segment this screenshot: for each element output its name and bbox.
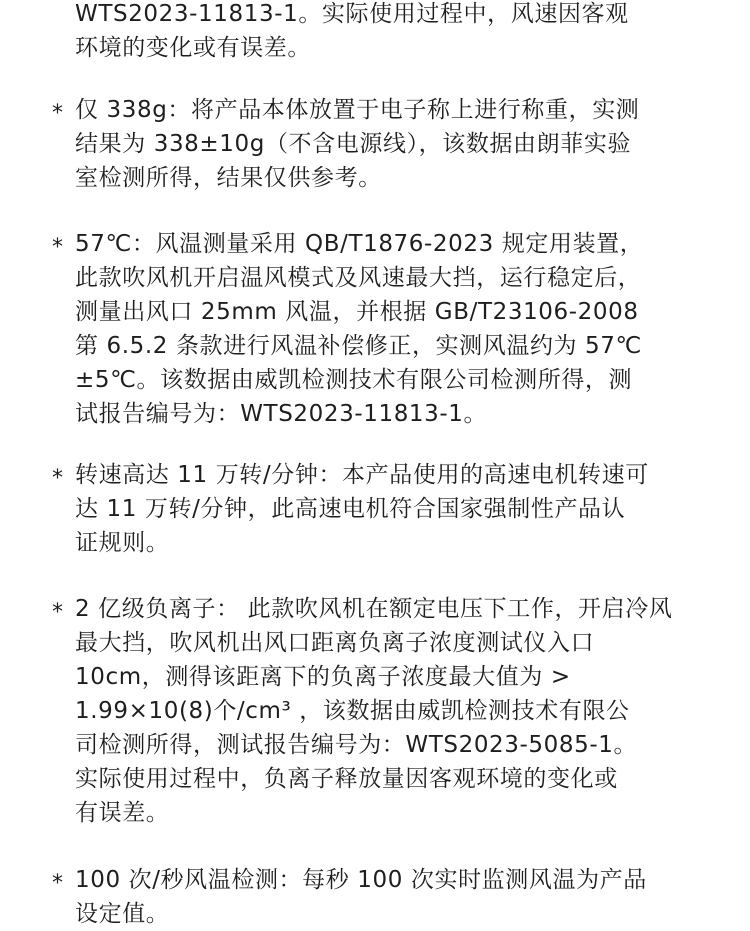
note-line: 试报告编号为：WTS2023-11813-1。 [75, 401, 488, 427]
note-line: ±5℃。该数据由威凯检测技术有限公司检测所得，测 [75, 367, 633, 393]
note-line: 达 11 万转/分钟，此高速电机符合国家强制性产品认 [75, 496, 626, 522]
bullet-asterisk-icon: * [52, 235, 63, 260]
note-line: 设定值。 [75, 901, 170, 927]
note-line: 最大挡，吹风机出风口距离负离子浓度测试仪入口 [75, 630, 595, 656]
bullet-asterisk-icon: * [52, 600, 63, 625]
note-line: 1.99×10(8)个/cm³ ，该数据由威凯检测技术有限公 [75, 698, 630, 724]
note-line: 实际使用过程中，负离子释放量因客观环境的变化或 [75, 766, 618, 792]
note-line: 测量出风口 25mm 风温，并根据 GB/T23106-2008 [75, 299, 639, 325]
note-line: WTS2023-11813-1。实际使用过程中，风速因客观 [75, 1, 629, 27]
note-line: 证规则。 [75, 530, 170, 556]
note-line: 2 亿级负离子： 此款吹风机在额定电压下工作，开启冷风 [75, 596, 673, 622]
note-line: 仅 338g：将产品本体放置于电子称上进行称重，实测 [75, 97, 640, 123]
bullet-asterisk-icon: * [52, 871, 63, 896]
note-line: 100 次/秒风温检测：每秒 100 次实时监测风温为产品 [75, 867, 647, 893]
note-line: 10cm，测得该距离下的负离子浓度最大值为 > [75, 664, 571, 690]
note-line: 环境的变化或有误差。 [75, 35, 311, 61]
note-line: 第 6.5.2 条款进行风温补偿修正，实测风温约为 57℃ [75, 333, 642, 359]
bullet-asterisk-icon: * [52, 101, 63, 126]
note-line: 司检测所得，测试报告编号为：WTS2023-5085-1。 [75, 732, 638, 758]
bullet-asterisk-icon: * [52, 466, 63, 491]
note-line: 57℃：风温测量采用 QB/T1876-2023 规定用装置， [75, 231, 644, 257]
note-line: 转速高达 11 万转/分钟：本产品使用的高速电机转速可 [75, 462, 649, 488]
note-line: 室检测所得，结果仅供参考。 [75, 165, 382, 191]
note-line: 此款吹风机开启温风模式及风速最大挡，运行稳定后， [75, 265, 642, 291]
note-line: 有误差。 [75, 800, 170, 826]
note-line: 结果为 338±10g（不含电源线），该数据由朗菲实验 [75, 131, 632, 157]
